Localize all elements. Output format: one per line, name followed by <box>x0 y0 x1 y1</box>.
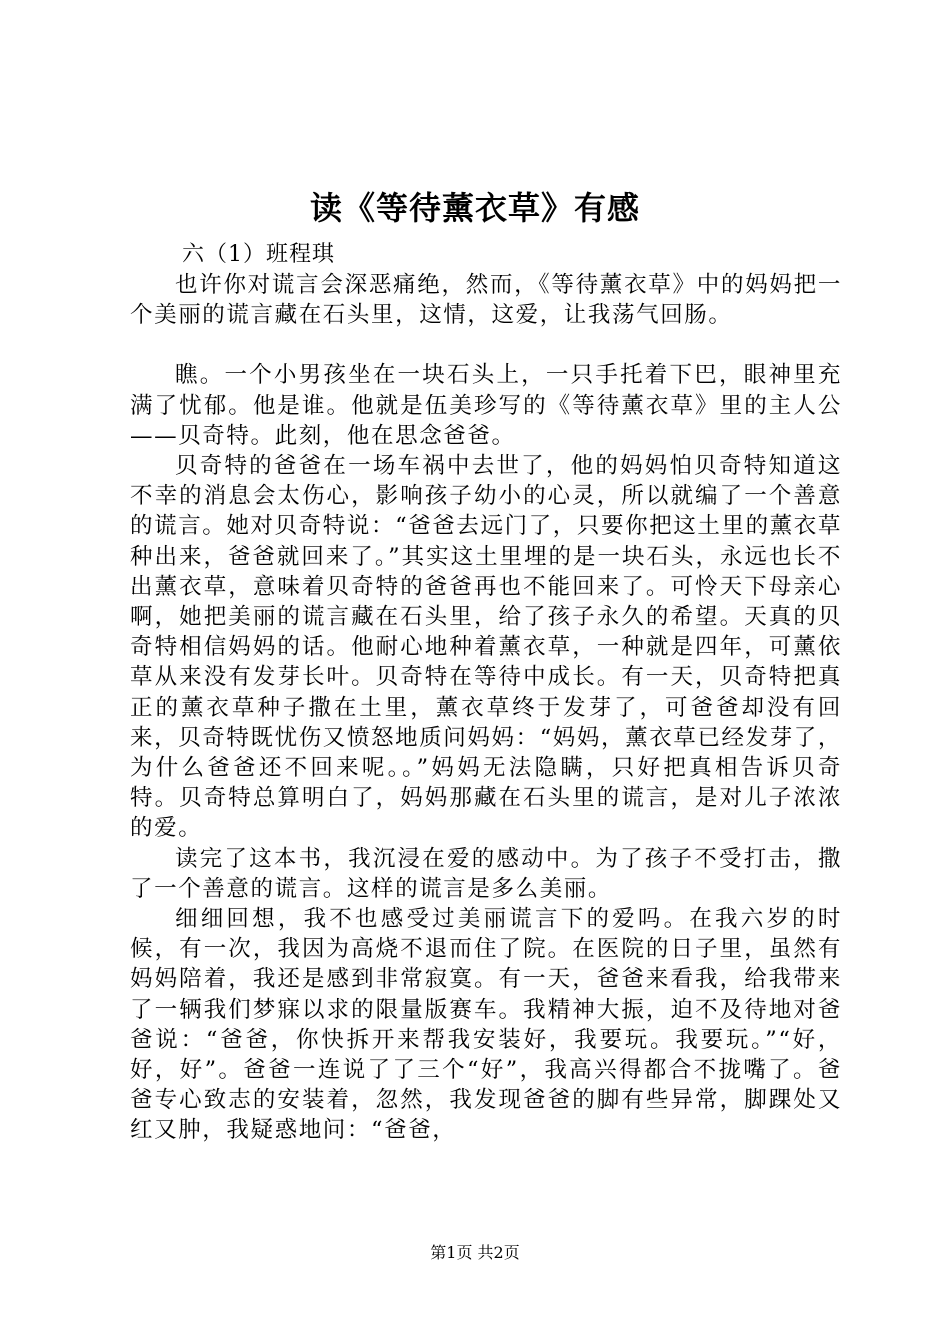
paragraph-scene: 瞧。一个小男孩坐在一块石头上，一只手托着下巴，眼神里充满了忧郁。他是谁。他就是伍美珍写的《等待薰衣草》里的主人公——贝奇特。此刻，他在思念爸爸。 <box>130 362 842 449</box>
document-title: 读《等待薰衣草》有感 <box>309 189 640 227</box>
page-footer: 第1页 共2页 <box>430 1243 520 1262</box>
paragraph-memory: 细细回想，我不也感受过美丽谎言下的爱吗。在我六岁的时候，有一次，我因为高烧不退而住了院。在医院的日子里，虽然有妈妈陪着，我还是感到非常寂寞。有一天，爸爸来看我，给我带来了一辆我们梦寐以求的限量版赛车。我精神大振，迫不及待地对爸爸说：“爸爸，你快拆开来帮我安装好，我要玩。我要玩。”“好，好，好”。爸爸一连说了了三个“好”，我高兴得都合不拢嘴了。爸爸专心致志的安装着，忽然，我发现爸爸的脚有些异常，脚踝处又红又肿，我疑惑地问：“爸爸， <box>130 906 842 1144</box>
paragraph-reflection: 读完了这本书，我沉浸在爱的感动中。为了孩子不受打击，撒了一个善意的谎言。这样的谎言是多么美丽。 <box>130 845 842 902</box>
paragraph-story: 贝奇特的爸爸在一场车祸中去世了，他的妈妈怕贝奇特知道这不幸的消息会太伤心，影响孩子幼小的心灵，所以就编了一个善意的谎言。她对贝奇特说：“爸爸去远门了，只要你把这土里的薰衣草种出来，爸爸就回来了。”其实这土里埋的是一块石头，永远也长不出薰衣草，意味着贝奇特的爸爸再也不能回来了。可怜天下母亲心啊，她把美丽的谎言藏在石头里，给了孩子永久的希望。天真的贝奇特相信妈妈的话。他耐心地种着薰衣草，一种就是四年，可薰依草从来没有发芽长叶。贝奇特在等待中成长。有一天，贝奇特把真正的薰衣草种子撒在土里，薰衣草终于发芽了，可爸爸却没有回来，贝奇特既忧伤又愤怒地质问妈妈：“妈妈，薰衣草已经发芽了，为什么爸爸还不回来呢。。”妈妈无法隐瞒，只好把真相告诉贝奇特。贝奇特总算明白了，妈妈那藏在石头里的谎言，是对儿子浓浓的爱。 <box>130 453 843 842</box>
paragraph-intro: 也许你对谎言会深恶痛绝，然而，《等待薰衣草》中的妈妈把一个美丽的谎言藏在石头里，这情，这爱，让我荡气回肠。 <box>130 272 842 329</box>
document-body <box>130 270 842 1146</box>
author-line: 六（1）班程琪 <box>182 242 335 267</box>
